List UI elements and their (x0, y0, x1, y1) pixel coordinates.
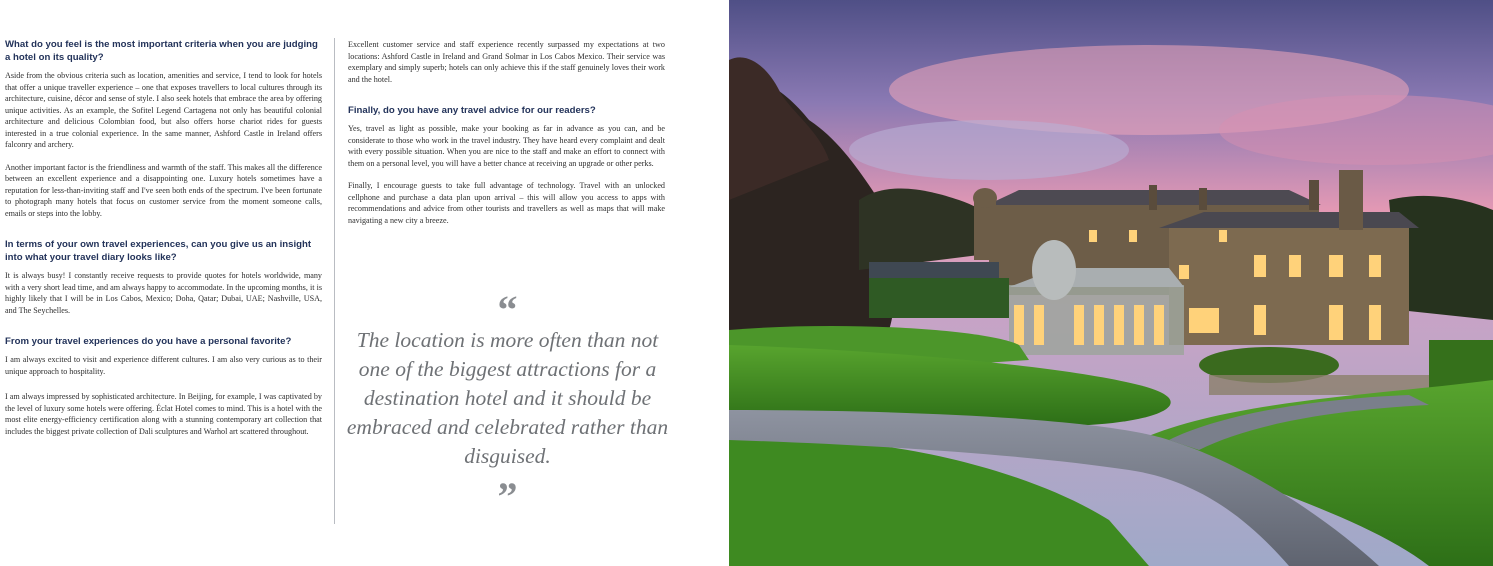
right-column (348, 39, 665, 226)
question-personal-favorite: From your travel experiences do you have a personal favorite? (5, 336, 292, 347)
hotel-photo (729, 0, 1493, 566)
open-quote-mark: “ (497, 287, 518, 332)
answer-favorite-continued: Excellent customer service and staff experience recently surpassed my expectations at two locations: Ashford Castle in Ireland and Grand Solmar in Los Cabos Mexico. Their service was exemplary and simply superb; hotels can only achieve this if the staff genuinely loves their work and the hotel. (348, 40, 665, 84)
question-criteria: What do you feel is the most important criteria when you are judging a hotel on its quality? (5, 39, 318, 63)
left-column (5, 38, 322, 437)
question-travel-diary: In terms of your own travel experiences, can you give us an insight into what your travel diary looks like? (5, 239, 312, 263)
answer-advice-p2: Finally, I encourage guests to take full advantage of technology. Travel with an unlocked cellphone and purchase a data plan upon arrival – this will allow you access to apps with recommendations and advice from other tourists and travellers as well as maps that will make navigating a new city a breeze. (348, 181, 665, 225)
close-quote-mark: ” (497, 474, 518, 519)
answer-favorite-p2: I am always impressed by sophisticated architecture. In Beijing, for example, I was captivated by the level of luxury some hotels were offering. Éclat Hotel comes to mind. This is a hotel with the most elite energy-efficiency certification along with a stunning contemporary art collection that includes the biggest private collection of Dali sculptures and Warhol art scattered throughout. (5, 392, 322, 436)
answer-criteria-p1: Aside from the obvious criteria such as location, amenities and service, I tend to look for hotels that offer a unique traveller experience – one that exposes travellers to local cultures through its architecture, cuisine, décor and sense of style. I also seek hotels that embrace the area by offering unique activities. As an example, the Sofitel Legend Cartagena not only has beautiful colonial architecture and delicious Colombian food, but also offers horse chariot rides for guests interested in a true colonial experience. In the same manner, Ashford Castle in Ireland offers falconry and archery. (5, 71, 322, 149)
answer-favorite-p1: I am always excited to visit and experience different cultures. I am also very curious as to their unique approach to hospitality. (5, 355, 322, 376)
column-divider (334, 38, 335, 524)
answer-criteria-p2: Another important factor is the friendliness and warmth of the staff. This makes all the difference between an excellent experience and a disappointing one. Luxury hotels sometimes have a reputation for less-than-inviting staff and I've seen both ends of the spectrum. I've been fortunate to photograph many hotels that focus on customer service from the moment someone calls, emails or steps into the lobby. (5, 162, 322, 218)
pull-quote-text: The location is more often than not one of the biggest attractions for a destination hotel and it should be embraced and celebrated rather than disguised. (346, 328, 669, 468)
article-page (0, 0, 728, 566)
pull-quote (340, 287, 675, 519)
answer-advice-p1: Yes, travel as light as possible, make your booking as far in advance as you can, and be considerate to those who work in the travel industry. They have heard every complaint and dealt with every possible situation. When you are nice to the staff and make an effort to connect with them on a personal level, you will have a better chance at receiving an upgrade or other perks. (348, 124, 665, 168)
question-travel-advice: Finally, do you have any travel advice for our readers? (348, 105, 596, 116)
answer-travel-diary: It is always busy! I constantly receive requests to provide quotes for hotels worldwide, many with a very short lead time, and am always happy to accommodate. In the upcoming months, it is highly likely that I will be in Los Cabos, Mexico; Doha, Qatar; Dubai, UAE; Nashville, USA, and The Seychelles. (5, 271, 322, 315)
